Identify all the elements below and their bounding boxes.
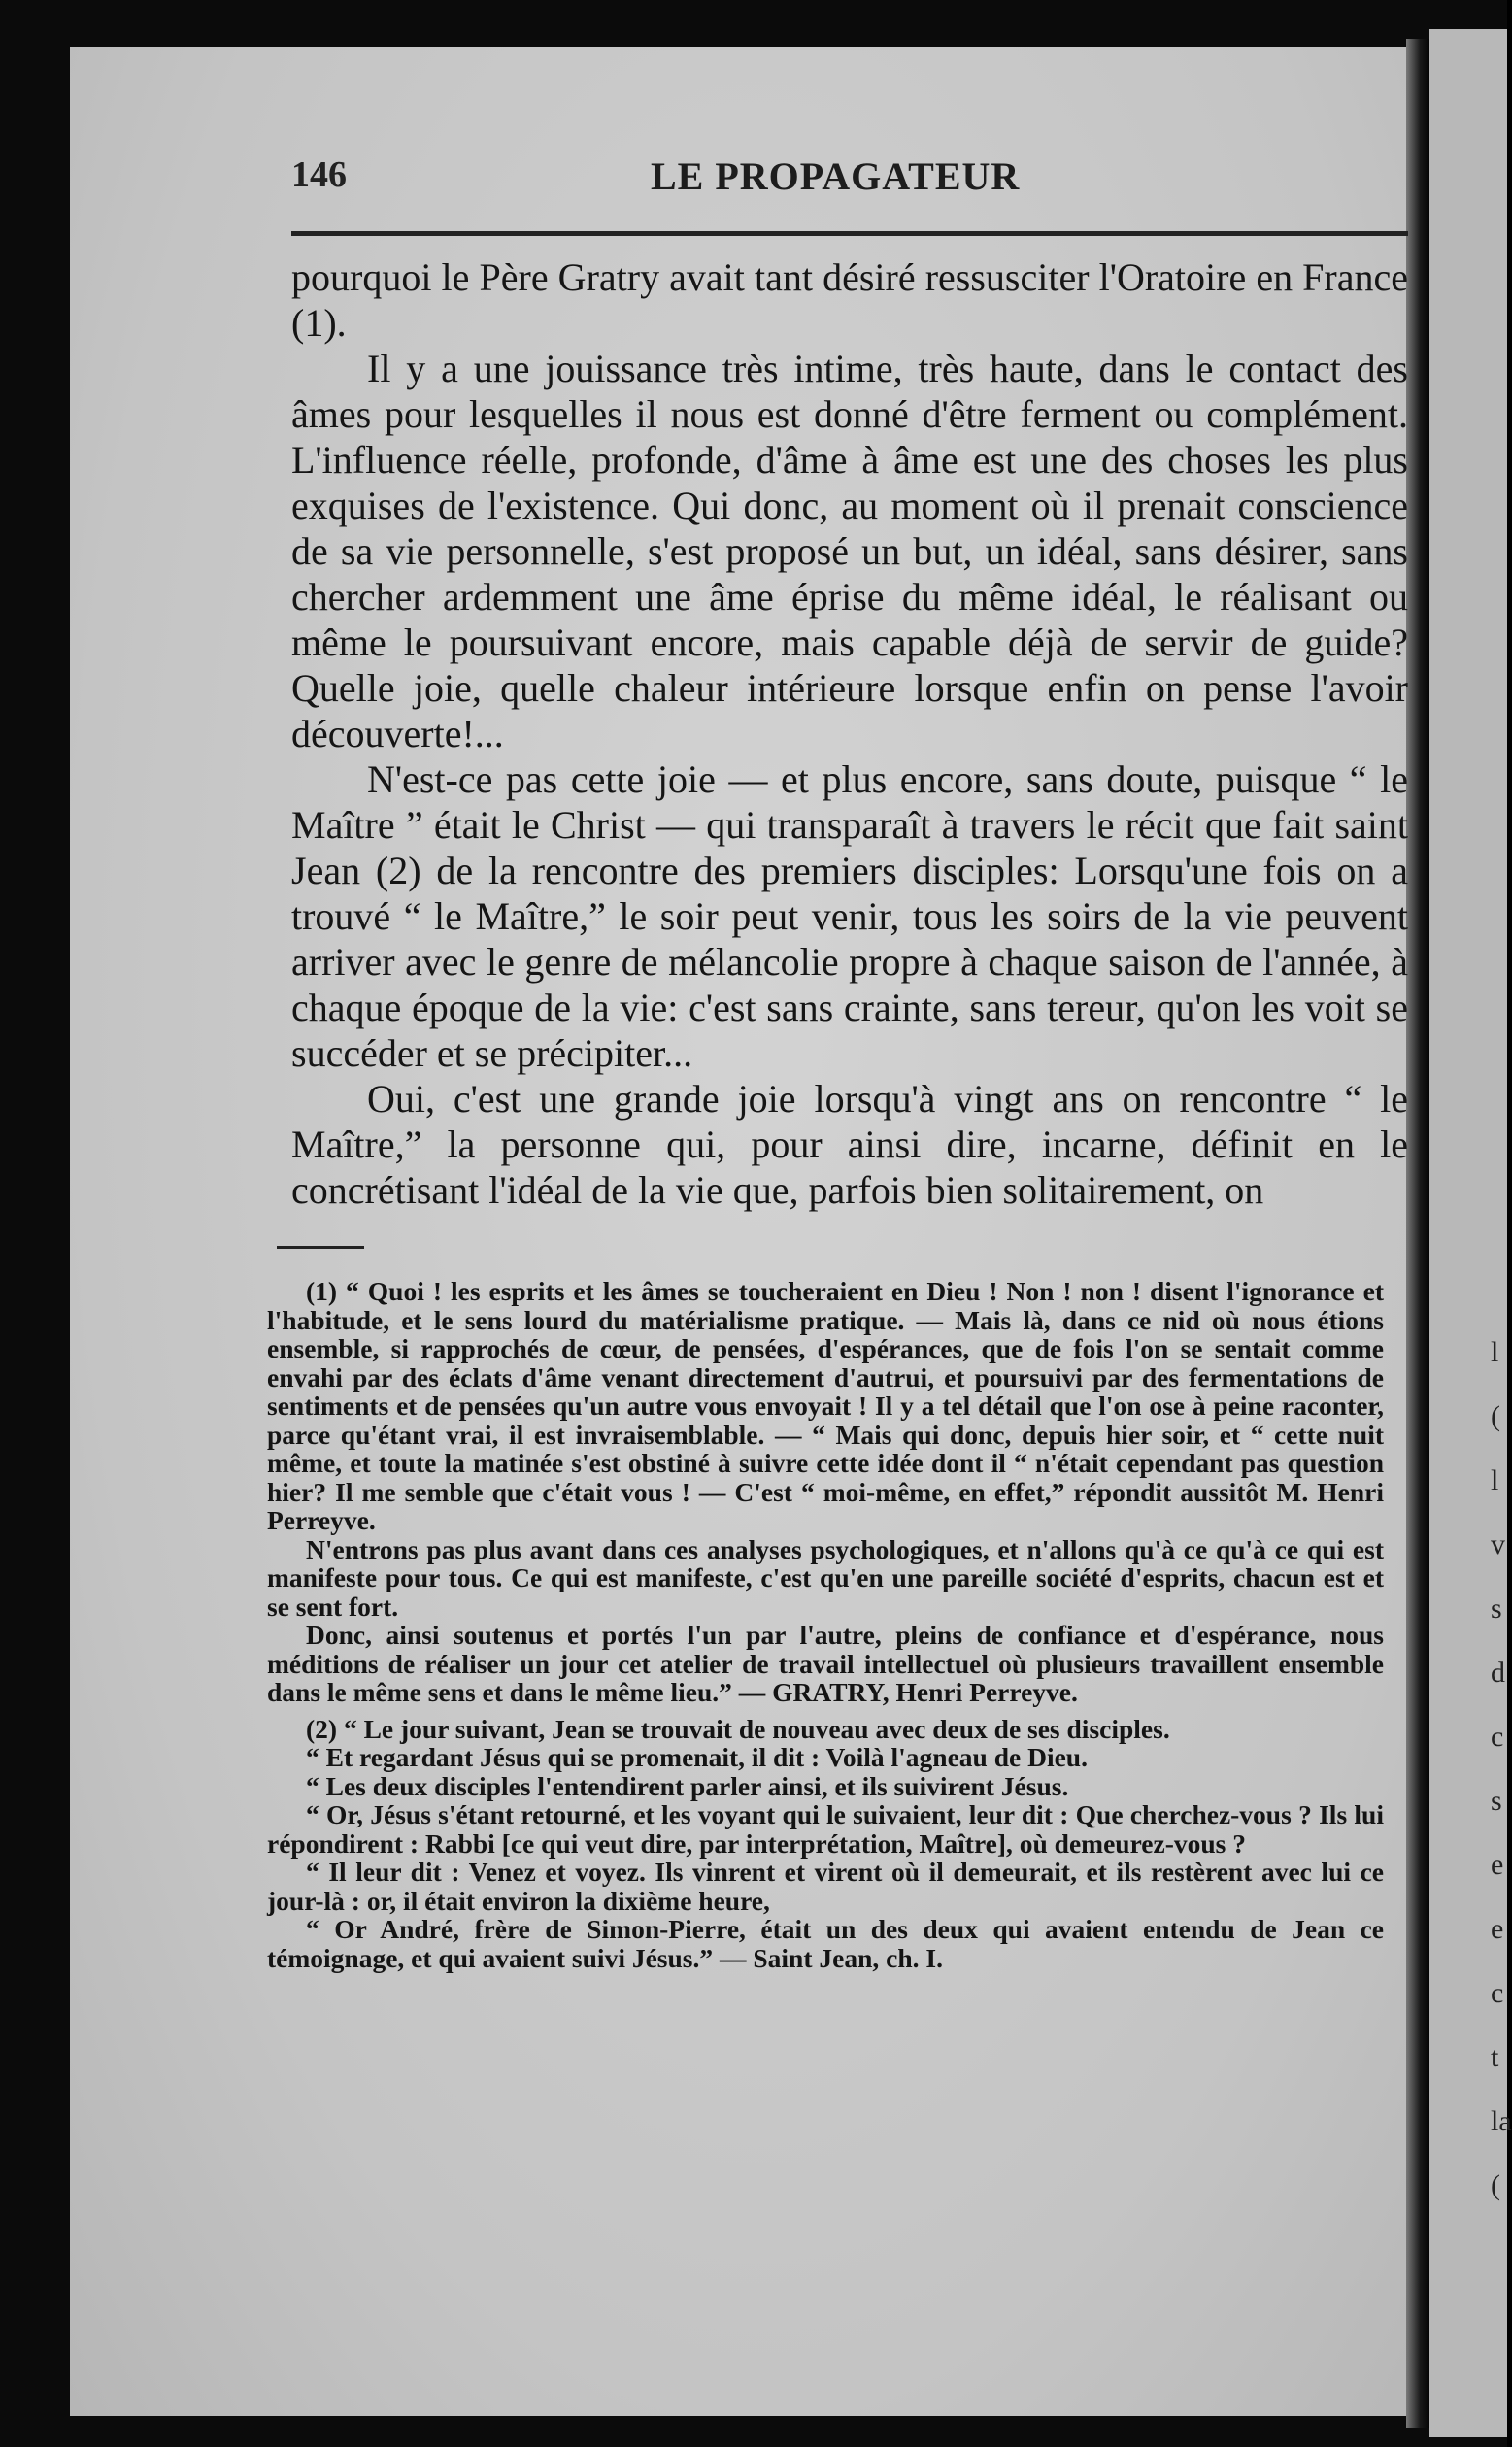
- footnote-paragraph: “ Et regardant Jésus qui se promenait, il dit : Voilà l'agneau de Dieu.: [306, 1742, 1088, 1772]
- footnote-paragraph: (1) “ Quoi ! les esprits et les âmes se toucheraient en Dieu ! Non ! non ! disent l'ignorance et l'habitude, et le sens lourd du matérialisme pratique. — Mais là, dans ce nid où nous étions ensemble, si rapprochés de cœur, de pensées, d'espérances, que de fois l'on se sentait comme envahi par des éclats d'âme venant directement d'autrui, et poursuivi par des fermentations de sentiments et de pensées qu'un autre vous envoyait ! Il y a tel détail que l'on ose à peine raconter, parce qu'étant vrai, il est invraisemblable. — “ Mais qui donc, depuis hier soir, et “ cette nuit même, et toute la matinée s'est obstiné à suivre cette idée dont il “ n'était cependant pas question hier? Il me semble que c'était vous ! — C'est “ moi-même, en effet,” répondit aussitôt M. Henri Perreyve.: [267, 1276, 1384, 1535]
- margin-fragment: (: [1491, 1400, 1500, 1432]
- footnote-paragraph: “ Il leur dit : Venez et voyez. Ils vinrent et virent où il demeurait, et ils restèrent avec lui ce jour-là : or, il était environ la dixième heure,: [267, 1857, 1384, 1916]
- margin-fragment: (: [1491, 2169, 1500, 2201]
- header-rule: [291, 231, 1408, 236]
- margin-fragment: e: [1491, 1913, 1504, 1945]
- body-paragraph: Il y a une jouissance très intime, très haute, dans le contact des âmes pour lesquelles il nous est donné d'être ferment ou complément. L'influence réelle, profonde, d'âme à âme est une des choses les plus exquises de l'existence. Qui donc, au moment où il prenait conscience de sa vie personnelle, s'est proposé un but, un idéal, sans désirer, sans chercher ardemment une âme éprise du même idéal, le réalisant ou même le poursuivant encore, mais capable déjà de servir de guide? Quelle joie, quelle chaleur intérieure lorsque enfin on pense l'avoir découverte!...: [291, 347, 1408, 755]
- page-number: 146: [291, 154, 347, 195]
- margin-fragment: s: [1491, 1592, 1502, 1625]
- footnote-rule: [277, 1246, 364, 1249]
- margin-fragment: l: [1491, 1464, 1499, 1496]
- body-text: [291, 254, 1408, 1213]
- footnote-paragraph: (2) “ Le jour suivant, Jean se trouvait de nouveau avec deux de ses disciples.: [306, 1713, 1170, 1744]
- margin-fragment: d: [1491, 1657, 1505, 1689]
- footnote-paragraph: “ Les deux disciples l'entendirent parler ainsi, et ils suivirent Jésus.: [306, 1770, 1069, 1801]
- body-paragraph: N'est-ce pas cette joie — et plus encore, sans doute, puisque “ le Maître ” était le Christ — qui transparaît à travers le récit que fait saint Jean (2) de la rencontre des premiers disciples: Lorsqu'une fois on a trouvé “ le Maître,” le soir peut venir, tous les soirs de la vie peuvent arriver avec le genre de mélancolie propre à chaque saison de l'année, à chaque époque de la vie: c'est sans crainte, sans tereur, qu'on les voit se succéder et se précipiter...: [291, 757, 1408, 1075]
- footnote-paragraph: N'entrons pas plus avant dans ces analyses psychologiques, et n'allons qu'à ce qu'à ce qui est manifeste pour tous. Ce qui est manifeste, c'est qu'en une pareille société d'esprits, chacun est et se sent fort.: [267, 1533, 1384, 1622]
- footnotes: [267, 1277, 1384, 1972]
- margin-fragment: l: [1491, 1336, 1499, 1368]
- page-gutter: [1406, 39, 1429, 2428]
- margin-fragment: c: [1491, 1721, 1504, 1753]
- footnote-paragraph: Donc, ainsi soutenus et portés l'un par l'autre, pleins de confiance et d'espérance, nous méditions de réaliser un jour cet atelier de travail intellectuel où plusieurs travaillent ensemble dans le même sens et dans le même lieu.” — GRATRY, Henri Perreyve.: [267, 1620, 1384, 1707]
- body-paragraph: pourquoi le Père Gratry avait tant désiré ressusciter l'Oratoire en France (1).: [291, 255, 1408, 345]
- footnote-paragraph: “ Or André, frère de Simon-Pierre, était un des deux qui avaient entendu de Jean ce témoignage, et qui avaient suivi Jésus.” — Saint Jean, ch. I.: [267, 1914, 1384, 1973]
- adjacent-page-text-fragments: [1491, 1321, 1512, 2218]
- margin-fragment: c: [1491, 1977, 1504, 2009]
- body-paragraph: Oui, c'est une grande joie lorsqu'à vingt ans on rencontre “ le Maître,” la personne qui, pour ainsi dire, incarne, définit en le concrétisant l'idéal de la vie que, parfois bien solitairement, on: [291, 1077, 1408, 1212]
- margin-fragment: v: [1491, 1528, 1505, 1560]
- margin-fragment: t: [1491, 2041, 1499, 2073]
- margin-fragment: s: [1491, 1785, 1502, 1817]
- footnote-paragraph: “ Or, Jésus s'étant retourné, et les voyant qui le suivaient, leur dit : Que cherchez-vous ? Ils lui répondirent : Rabbi [ce qui veut dire, par interprétation, Maître], où demeurez-vous ?: [267, 1799, 1384, 1859]
- margin-fragment: la: [1491, 2105, 1512, 2137]
- running-title: LE PROPAGATEUR: [651, 154, 1021, 198]
- page-header: [291, 153, 1418, 202]
- margin-fragment: e: [1491, 1849, 1504, 1881]
